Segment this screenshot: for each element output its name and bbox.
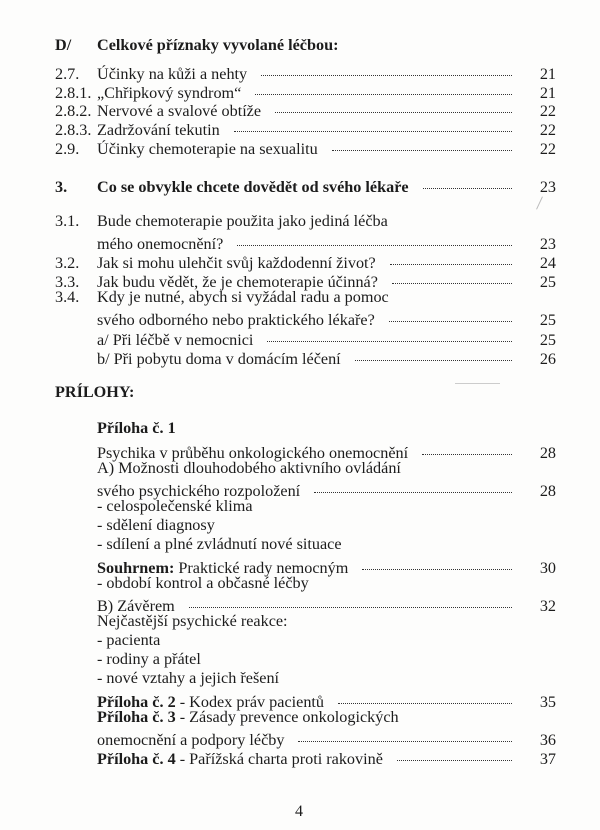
entry-page: 22 [539, 140, 556, 158]
entry-title [97, 178, 409, 196]
toc-entry [55, 669, 556, 687]
entry-page: 32 [539, 597, 556, 615]
toc-entry [55, 574, 556, 592]
entry-text: - sdílení a plné zvládnutí nové situace [97, 535, 342, 553]
entry-page: 23 [539, 178, 556, 196]
entry-number: 2.9. [55, 140, 80, 158]
entry-number: D/ [55, 36, 72, 54]
dot-leader [314, 492, 512, 493]
entry-text: Zadržování tekutin [97, 121, 220, 139]
entry-text: Účinky na kůži a nehty [97, 65, 248, 83]
entry-page: 21 [539, 65, 556, 83]
toc-entry [55, 689, 556, 711]
entry-number: 2.8.1. [55, 84, 92, 102]
entry-page: 36 [539, 731, 556, 749]
appendix-heading: PRÍLOHY: [55, 383, 135, 401]
entry-number: 3.4. [55, 288, 80, 306]
entry-page: 22 [539, 121, 556, 139]
entry-title [97, 497, 253, 515]
entry-text: Kdy je nutné, abych si vyžádal radu a pomoc [97, 288, 389, 306]
entry-text: svého psychického rozpoložení [97, 482, 301, 500]
toc-entry [55, 117, 556, 139]
entry-page: 37 [539, 750, 556, 768]
toc-entry [55, 61, 556, 83]
toc-entry [55, 727, 556, 749]
entry-number: 2.8.3. [55, 121, 92, 139]
entry-text: - nové vztahy a jejich řešení [97, 669, 280, 687]
entry-text: mého onemocnění? [97, 235, 224, 253]
entry-number: 2.8.2. [55, 102, 92, 120]
page-number: 4 [295, 803, 303, 820]
entry-title [97, 288, 389, 306]
entry-title [97, 750, 383, 768]
entry-text: Účinky chemoterapie na sexualitu [97, 140, 318, 158]
toc-entry [55, 746, 556, 768]
toc-entry [55, 612, 556, 630]
dot-leader [389, 321, 512, 322]
entry-text: Celkové příznaky vyvolané léčbou: [97, 36, 339, 54]
entry-title [97, 612, 288, 630]
toc-entry [55, 459, 556, 477]
dot-leader [392, 283, 512, 284]
entry-text: - období kontrol a občasné léčby [97, 574, 309, 592]
toc-entry [55, 650, 556, 668]
entry-page: 21 [539, 84, 556, 102]
toc-entry [55, 307, 556, 329]
entry-text: Příloha č. 1 [97, 419, 176, 437]
toc-entry [55, 80, 556, 102]
toc-entry [55, 231, 556, 253]
entry-text: - celospolečenské klima [97, 497, 253, 515]
scan-mark [536, 196, 543, 209]
toc-entry [55, 98, 556, 120]
entry-text: a/ Při léčbě v nemocnici [97, 331, 254, 349]
entry-prefix: Příloha č. 4 [97, 750, 176, 768]
entry-number: 3.2. [55, 254, 80, 272]
toc-entry [55, 212, 556, 230]
dot-leader [261, 75, 512, 76]
entry-text: Nejčastější psychické reakce: [97, 612, 288, 630]
entry-text: - Kodex práv pacientů [175, 693, 325, 711]
entry-title [97, 574, 309, 592]
toc-entry [55, 593, 556, 615]
toc-entry [55, 478, 556, 500]
toc-entry [55, 250, 556, 272]
entry-page: 23 [539, 235, 556, 253]
entry-prefix: Příloha č. 3 [97, 708, 176, 726]
dot-leader [267, 341, 512, 342]
entry-title [97, 650, 201, 668]
entry-text: svého odborného nebo praktického lékaře? [97, 311, 375, 329]
dot-leader [423, 188, 512, 189]
toc-entry [55, 497, 556, 515]
entry-prefix: Souhrnem: [97, 559, 175, 577]
dot-leader [355, 360, 512, 361]
dot-leader [397, 760, 512, 761]
entry-text: Jak budu vědět, že je chemoterapie účinná? [97, 273, 378, 291]
entry-title [97, 631, 160, 649]
entry-page: 24 [539, 254, 556, 272]
entry-number: 3.3. [55, 273, 80, 291]
toc-entry [55, 327, 556, 349]
scan-smudge [455, 383, 500, 384]
toc-entry [55, 516, 556, 534]
entry-text: A) Možnosti dlouhodobého aktivního ovládání [97, 459, 401, 477]
dot-leader [390, 264, 512, 265]
toc-entry [55, 36, 556, 54]
entry-title [97, 516, 215, 534]
entry-text: Psychika v průběhu onkologického onemocnění [97, 444, 409, 462]
entry-page: 25 [539, 331, 556, 349]
entry-title [97, 36, 338, 54]
toc-entry [55, 288, 556, 306]
entry-text: Bude chemoterapie použita jako jediná léčba [97, 212, 388, 230]
entry-title [97, 212, 388, 230]
entry-number: 3. [55, 178, 68, 196]
toc-entry [55, 346, 556, 368]
entry-page: 22 [539, 102, 556, 120]
entry-title [97, 140, 318, 158]
toc-entry [55, 631, 556, 649]
dot-leader [189, 607, 512, 608]
entry-number: 2.7. [55, 65, 80, 83]
entry-page: 28 [539, 482, 556, 500]
dot-leader [255, 94, 512, 95]
entry-text: - pacienta [97, 631, 161, 649]
entry-text: Co se obvykle chcete dovědět od svého lékaře [97, 178, 409, 196]
entry-page: 25 [539, 311, 556, 329]
entry-text: „Chřipkový syndrom“ [97, 84, 242, 102]
entry-page: 25 [539, 273, 556, 291]
toc-entry [55, 535, 556, 553]
dot-leader [234, 131, 512, 132]
entry-number: 3.1. [55, 212, 80, 230]
entry-page: 35 [539, 693, 556, 711]
toc-entry [55, 174, 556, 196]
entry-text: onemocnění a podpory léčby [97, 731, 285, 749]
entry-text: - Zásady prevence onkologických [175, 708, 399, 726]
toc-entry [55, 708, 556, 726]
entry-text: Nervové a svalové obtíže [97, 102, 262, 120]
entry-title [97, 708, 399, 726]
entry-page: 26 [539, 350, 556, 368]
dot-leader [362, 569, 512, 570]
toc-entry [55, 440, 556, 462]
entry-text: Praktické rady nemocným [174, 559, 349, 577]
entry-title [97, 419, 176, 437]
entry-prefix: Příloha č. 2 [97, 693, 176, 711]
entry-text: - Pařížská charta proti rakovině [175, 750, 383, 768]
dot-leader [298, 741, 512, 742]
dot-leader [338, 703, 512, 704]
entry-page: 30 [539, 559, 556, 577]
entry-text: B) Závěrem [97, 597, 175, 615]
entry-title [97, 350, 341, 368]
entry-text: Jak si mohu ulehčit svůj každodenní život? [97, 254, 376, 272]
entry-text: - rodiny a přátel [97, 650, 201, 668]
entry-title [97, 535, 342, 553]
dot-leader [422, 454, 512, 455]
entry-text: b/ Při pobytu doma v domácím léčení [97, 350, 341, 368]
toc-entry [55, 419, 556, 437]
dot-leader [275, 112, 512, 113]
dot-leader [332, 150, 512, 151]
entry-page: 28 [539, 444, 556, 462]
toc-entry [55, 555, 556, 577]
entry-title [97, 459, 401, 477]
entry-title [97, 669, 279, 687]
entry-text: - sdělení diagnosy [97, 516, 215, 534]
toc-entry [55, 269, 556, 291]
dot-leader [237, 245, 512, 246]
toc-entry [55, 136, 556, 158]
